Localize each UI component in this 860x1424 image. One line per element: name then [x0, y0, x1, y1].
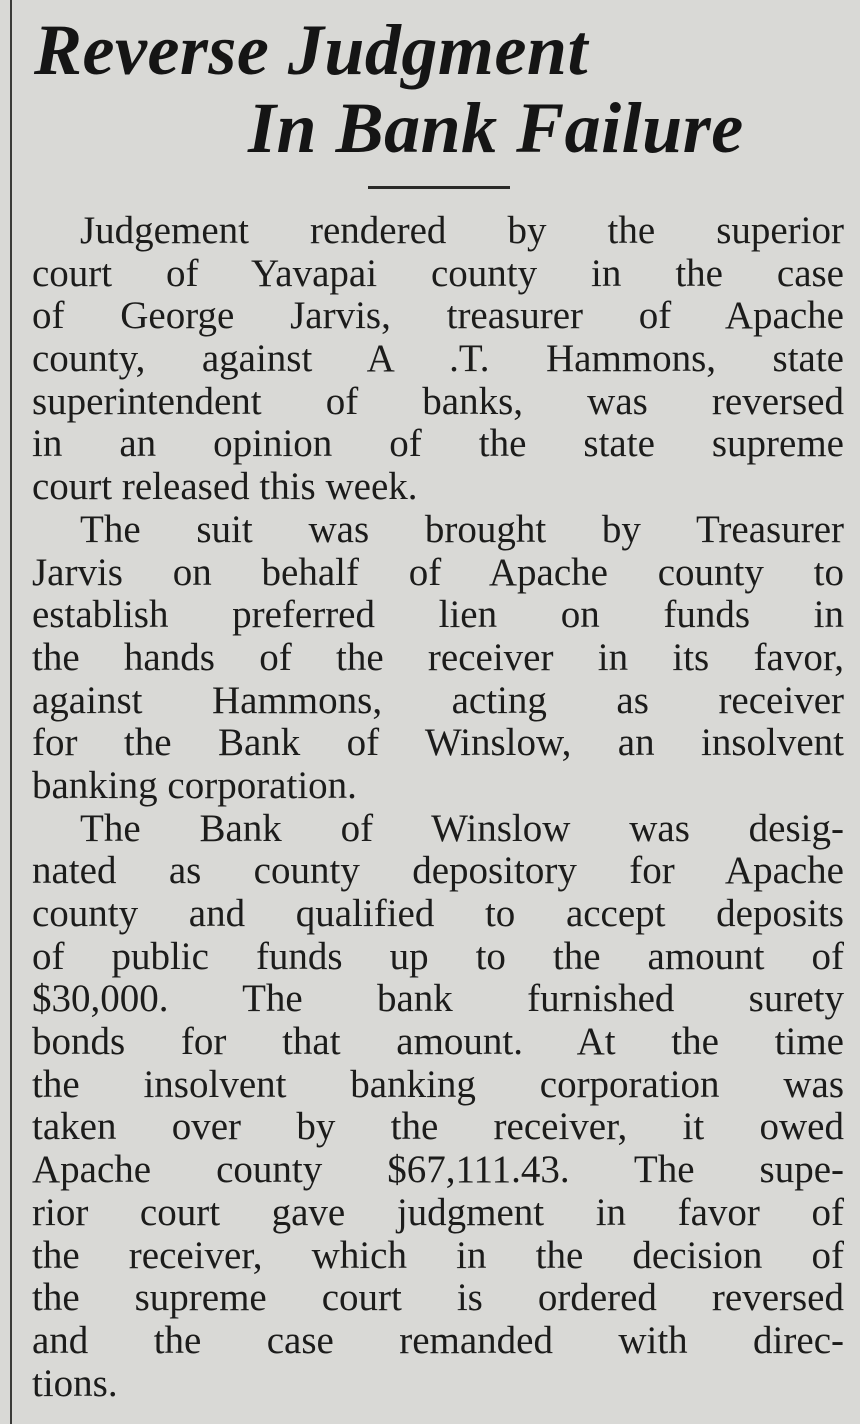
- text-line: superintendent of banks, was reversed: [32, 379, 844, 423]
- text-line: of public funds up to the amount of: [32, 934, 844, 978]
- text-line: court of Yavapai county in the case: [32, 251, 844, 295]
- text-line: Apache county $67,111.43. The supe-: [32, 1148, 844, 1192]
- text-line: The Bank of Winslow was desig-: [80, 806, 844, 850]
- text-line: the supreme court is ordered reversed: [32, 1276, 844, 1320]
- paragraph-1: [32, 210, 844, 509]
- text-line: tions.: [32, 1361, 118, 1405]
- text-line: nated as county depository for Apache: [32, 849, 844, 893]
- article-body: [32, 210, 844, 1405]
- text-line: county, against A .T. Hammons, state: [32, 337, 844, 381]
- text-line: banking corporation.: [32, 763, 357, 807]
- text-line: Judgement rendered by the superior: [80, 209, 844, 252]
- text-line: for the Bank of Winslow, an insolvent: [32, 721, 844, 765]
- text-line: against Hammons, acting as receiver: [32, 678, 844, 722]
- paragraph-2: [32, 509, 844, 808]
- text-line: the receiver, which in the decision of: [32, 1233, 844, 1277]
- headline-line-1: Reverse Judgment: [34, 10, 588, 90]
- text-line: the insolvent banking corporation was: [32, 1062, 844, 1106]
- column-rule: [10, 0, 12, 1424]
- paragraph-3: [32, 808, 844, 1406]
- text-line: and the case remanded with direc-: [32, 1318, 844, 1362]
- text-line: county and qualified to accept deposits: [32, 892, 844, 935]
- text-line: The suit was brought by Treasurer: [80, 507, 844, 551]
- text-line: rior court gave judgment in favor of: [32, 1190, 844, 1234]
- text-line: the hands of the receiver in its favor,: [32, 635, 844, 679]
- text-line: $30,000. The bank furnished surety: [32, 977, 844, 1021]
- text-line: bonds for that amount. At the time: [32, 1020, 844, 1064]
- text-line: establish preferred lien on funds in: [32, 593, 844, 637]
- headline-divider: [368, 186, 510, 189]
- text-line: taken over by the receiver, it owed: [32, 1105, 844, 1149]
- text-line: Jarvis on behalf of Apache county to: [32, 550, 844, 594]
- text-line: court released this week.: [32, 465, 418, 509]
- headline-line-2: In Bank Failure: [248, 88, 744, 168]
- text-line: of George Jarvis, treasurer of Apache: [32, 294, 844, 338]
- text-line: in an opinion of the state supreme: [32, 422, 844, 466]
